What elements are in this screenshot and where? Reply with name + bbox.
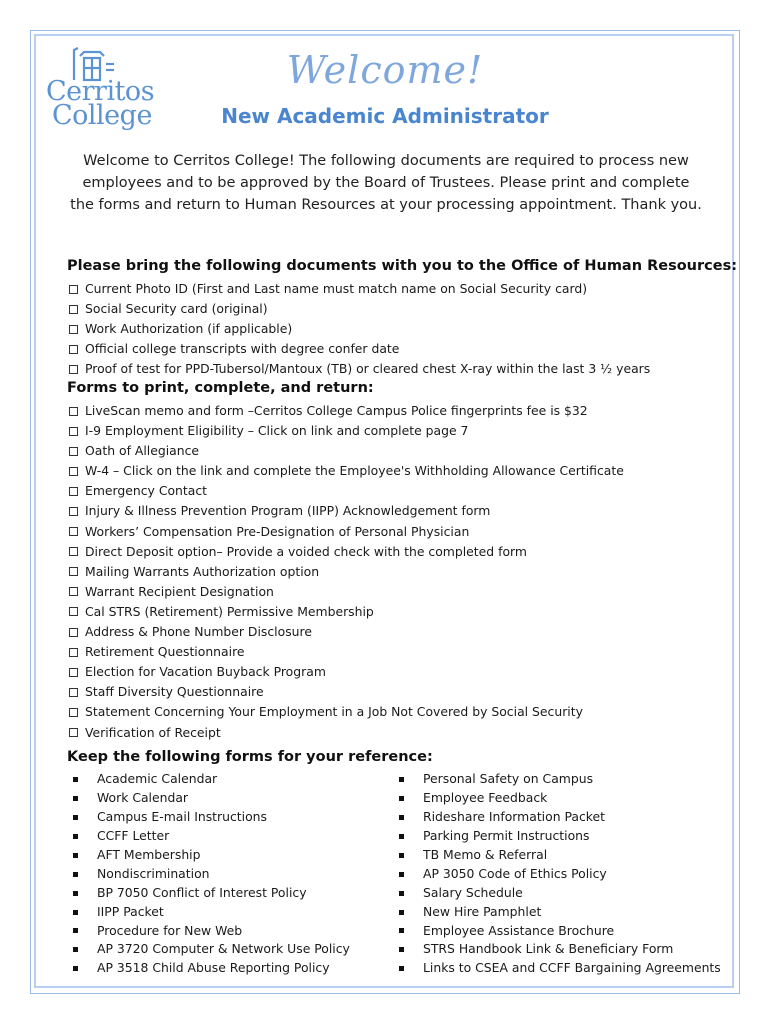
reference-item-label: Work Calendar (97, 789, 189, 805)
checklist-item (69, 359, 650, 379)
reference-item (399, 846, 721, 865)
reference-item-label: Nondiscrimination (97, 865, 210, 881)
checkbox-icon[interactable] (69, 447, 78, 456)
reference-item (399, 884, 721, 903)
checkbox-icon[interactable] (69, 527, 78, 536)
square-bullet-icon (399, 853, 404, 858)
reference-item-label: STRS Handbook Link & Beneficiary Form (423, 941, 674, 957)
checklist-item-label: W-4 – Click on the link and complete the Employee's Withholding Allowance Certificate (85, 463, 624, 479)
checklist-item-label: Address & Phone Number Disclosure (85, 624, 312, 640)
checklist-item (69, 682, 624, 702)
checkbox-icon[interactable] (69, 607, 78, 616)
reference-item-label: Procedure for New Web (97, 922, 243, 938)
square-bullet-icon (73, 891, 78, 896)
checklist-item-label: Staff Diversity Questionnaire (85, 684, 264, 700)
checkbox-icon[interactable] (69, 567, 78, 576)
reference-item-label: Employee Assistance Brochure (423, 922, 615, 938)
square-bullet-icon (73, 872, 78, 877)
checklist-item (69, 441, 624, 461)
keep-list-left (73, 770, 350, 978)
reference-item-label: New Hire Pamphlet (423, 903, 542, 919)
keep-list-right (399, 770, 721, 978)
checkbox-icon[interactable] (69, 407, 78, 416)
reference-item-label: AFT Membership (97, 846, 201, 862)
reference-item-label: Rideshare Information Packet (423, 808, 606, 824)
square-bullet-icon (73, 815, 78, 820)
page-subtitle: New Academic Administrator (221, 104, 549, 128)
checklist-item (69, 723, 624, 743)
checklist-item-label: Verification of Receipt (85, 724, 221, 740)
checklist-item (69, 542, 624, 562)
checkbox-icon[interactable] (69, 487, 78, 496)
square-bullet-icon (399, 872, 404, 877)
reference-item-label: BP 7050 Conflict of Interest Policy (97, 884, 307, 900)
reference-item (399, 903, 721, 922)
reference-item (73, 865, 350, 884)
checklist-item-label: Official college transcripts with degree confer date (85, 341, 400, 357)
square-bullet-icon (73, 796, 78, 801)
checklist-item-label: Oath of Allegiance (85, 443, 200, 459)
checklist-item-label: Emergency Contact (85, 483, 208, 499)
checklist-item (69, 662, 624, 682)
checklist-item (69, 481, 624, 501)
reference-item (73, 789, 350, 808)
checkbox-icon[interactable] (69, 688, 78, 697)
checkbox-icon[interactable] (69, 628, 78, 637)
reference-item-label: Links to CSEA and CCFF Bargaining Agreements (423, 960, 721, 976)
reference-item (73, 808, 350, 827)
checkbox-icon[interactable] (69, 668, 78, 677)
forms-heading: Forms to print, complete, and return: (67, 380, 374, 396)
checklist-item-label: Election for Vacation Buyback Program (85, 664, 326, 680)
checklist-item-label: Proof of test for PPD-Tubersol/Mantoux (TB) or cleared chest X-ray within the last 3 ½ years (85, 361, 651, 377)
checklist-item (69, 602, 624, 622)
reference-item-label: Parking Permit Instructions (423, 827, 590, 843)
welcome-title: Welcome! (286, 48, 484, 92)
checklist-item-label: Retirement Questionnaire (85, 644, 245, 660)
reference-item (399, 789, 721, 808)
square-bullet-icon (73, 853, 78, 858)
reference-item (399, 959, 721, 978)
reference-item-label: TB Memo & Referral (423, 846, 548, 862)
reference-item-label: IIPP Packet (97, 903, 164, 919)
square-bullet-icon (399, 966, 404, 971)
keep-heading: Keep the following forms for your reference: (67, 749, 433, 765)
reference-item-label: Academic Calendar (97, 771, 218, 786)
checklist-item-label: Warrant Recipient Designation (85, 583, 274, 599)
square-bullet-icon (73, 966, 78, 971)
reference-item (73, 959, 350, 978)
bring-heading: Please bring the following documents with you to the Office of Human Resources: (67, 258, 738, 274)
reference-item (73, 846, 350, 865)
reference-item (73, 903, 350, 922)
reference-item-label: Personal Safety on Campus (423, 771, 594, 786)
checklist-item (69, 461, 624, 481)
checklist-item (69, 702, 624, 722)
checklist-item-label: Direct Deposit option– Provide a voided check with the completed form (85, 543, 527, 559)
checklist-item (69, 582, 624, 602)
square-bullet-icon (399, 947, 404, 952)
reference-item-label: AP 3518 Child Abuse Reporting Policy (97, 960, 330, 976)
intro-paragraph: Welcome to Cerritos College! The following documents are required to process new employees and to be approved by the Board of Trustees. Please print and complete the forms and return to Human Resources at your processing appointment. Thank you. (70, 153, 702, 213)
checkbox-icon[interactable] (69, 467, 78, 476)
checklist-item-label: Injury & Illness Prevention Program (IIPP) Acknowledgement form (85, 503, 491, 519)
reference-item-label: Employee Feedback (423, 789, 548, 805)
reference-item-label: Salary Schedule (423, 884, 523, 900)
checklist-item-label: Work Authorization (if applicable) (85, 321, 293, 337)
reference-item (399, 922, 721, 941)
bring-checklist (69, 279, 650, 379)
checkbox-icon[interactable] (69, 345, 78, 354)
reference-item (399, 770, 721, 789)
square-bullet-icon (399, 928, 404, 933)
reference-item (399, 940, 721, 959)
reference-item (73, 940, 350, 959)
checklist-item (69, 279, 650, 299)
logo-line-2: College (52, 100, 152, 131)
reference-item (73, 770, 350, 789)
checkbox-icon[interactable] (69, 427, 78, 436)
checkbox-icon[interactable] (69, 587, 78, 596)
checklist-item-label: LiveScan memo and form –Cerritos College Campus Police fingerprints fee is $32 (85, 403, 588, 418)
reference-item-label: AP 3050 Code of Ethics Policy (423, 865, 607, 881)
checklist-item-label: Mailing Warrants Authorization option (85, 563, 320, 579)
square-bullet-icon (73, 777, 78, 782)
checkbox-icon[interactable] (69, 325, 78, 334)
square-bullet-icon (399, 891, 404, 896)
checklist-item (69, 642, 624, 662)
checkbox-icon[interactable] (69, 365, 78, 374)
reference-item (399, 865, 721, 884)
square-bullet-icon (73, 910, 78, 915)
checklist-item (69, 299, 650, 319)
reference-item (399, 827, 721, 846)
checkbox-icon[interactable] (69, 547, 78, 556)
square-bullet-icon (399, 834, 404, 839)
reference-item (73, 922, 350, 941)
square-bullet-icon (73, 928, 78, 933)
checklist-item-label: I-9 Employment Eligibility – Click on link and complete page 7 (85, 423, 469, 439)
checkbox-icon[interactable] (69, 728, 78, 737)
square-bullet-icon (399, 777, 404, 782)
square-bullet-icon (399, 910, 404, 915)
reference-item-label: Campus E-mail Instructions (97, 808, 267, 824)
checklist-item (69, 522, 624, 542)
checklist-item-label: Cal STRS (Retirement) Permissive Membership (85, 603, 374, 619)
reference-item-label: CCFF Letter (97, 827, 170, 843)
square-bullet-icon (399, 796, 404, 801)
checklist-item-label: Social Security card (original) (85, 301, 268, 317)
checklist-item (69, 562, 624, 582)
checklist-item (69, 401, 624, 421)
checklist-item (69, 339, 650, 359)
checklist-item (69, 622, 624, 642)
forms-checklist (69, 401, 624, 743)
reference-item (399, 808, 721, 827)
square-bullet-icon (73, 947, 78, 952)
checklist-item-label: Statement Concerning Your Employment in a Job Not Covered by Social Security (85, 704, 583, 720)
checklist-item (69, 319, 650, 339)
checkbox-icon[interactable] (69, 507, 78, 516)
square-bullet-icon (399, 815, 404, 820)
checkbox-icon[interactable] (69, 285, 78, 294)
checkbox-icon[interactable] (69, 305, 78, 314)
checklist-item-label: Current Photo ID (First and Last name must match name on Social Security card) (85, 281, 588, 296)
checklist-item (69, 421, 624, 441)
reference-item (73, 884, 350, 903)
reference-item-label: AP 3720 Computer & Network Use Policy (97, 941, 350, 957)
checklist-item-label: Workers’ Compensation Pre-Designation of Personal Physician (85, 523, 470, 539)
reference-item (73, 827, 350, 846)
logo-line-1: Cerritos (46, 76, 155, 107)
checkbox-icon[interactable] (69, 648, 78, 657)
checklist-item (69, 501, 624, 521)
checkbox-icon[interactable] (69, 708, 78, 717)
square-bullet-icon (73, 834, 78, 839)
